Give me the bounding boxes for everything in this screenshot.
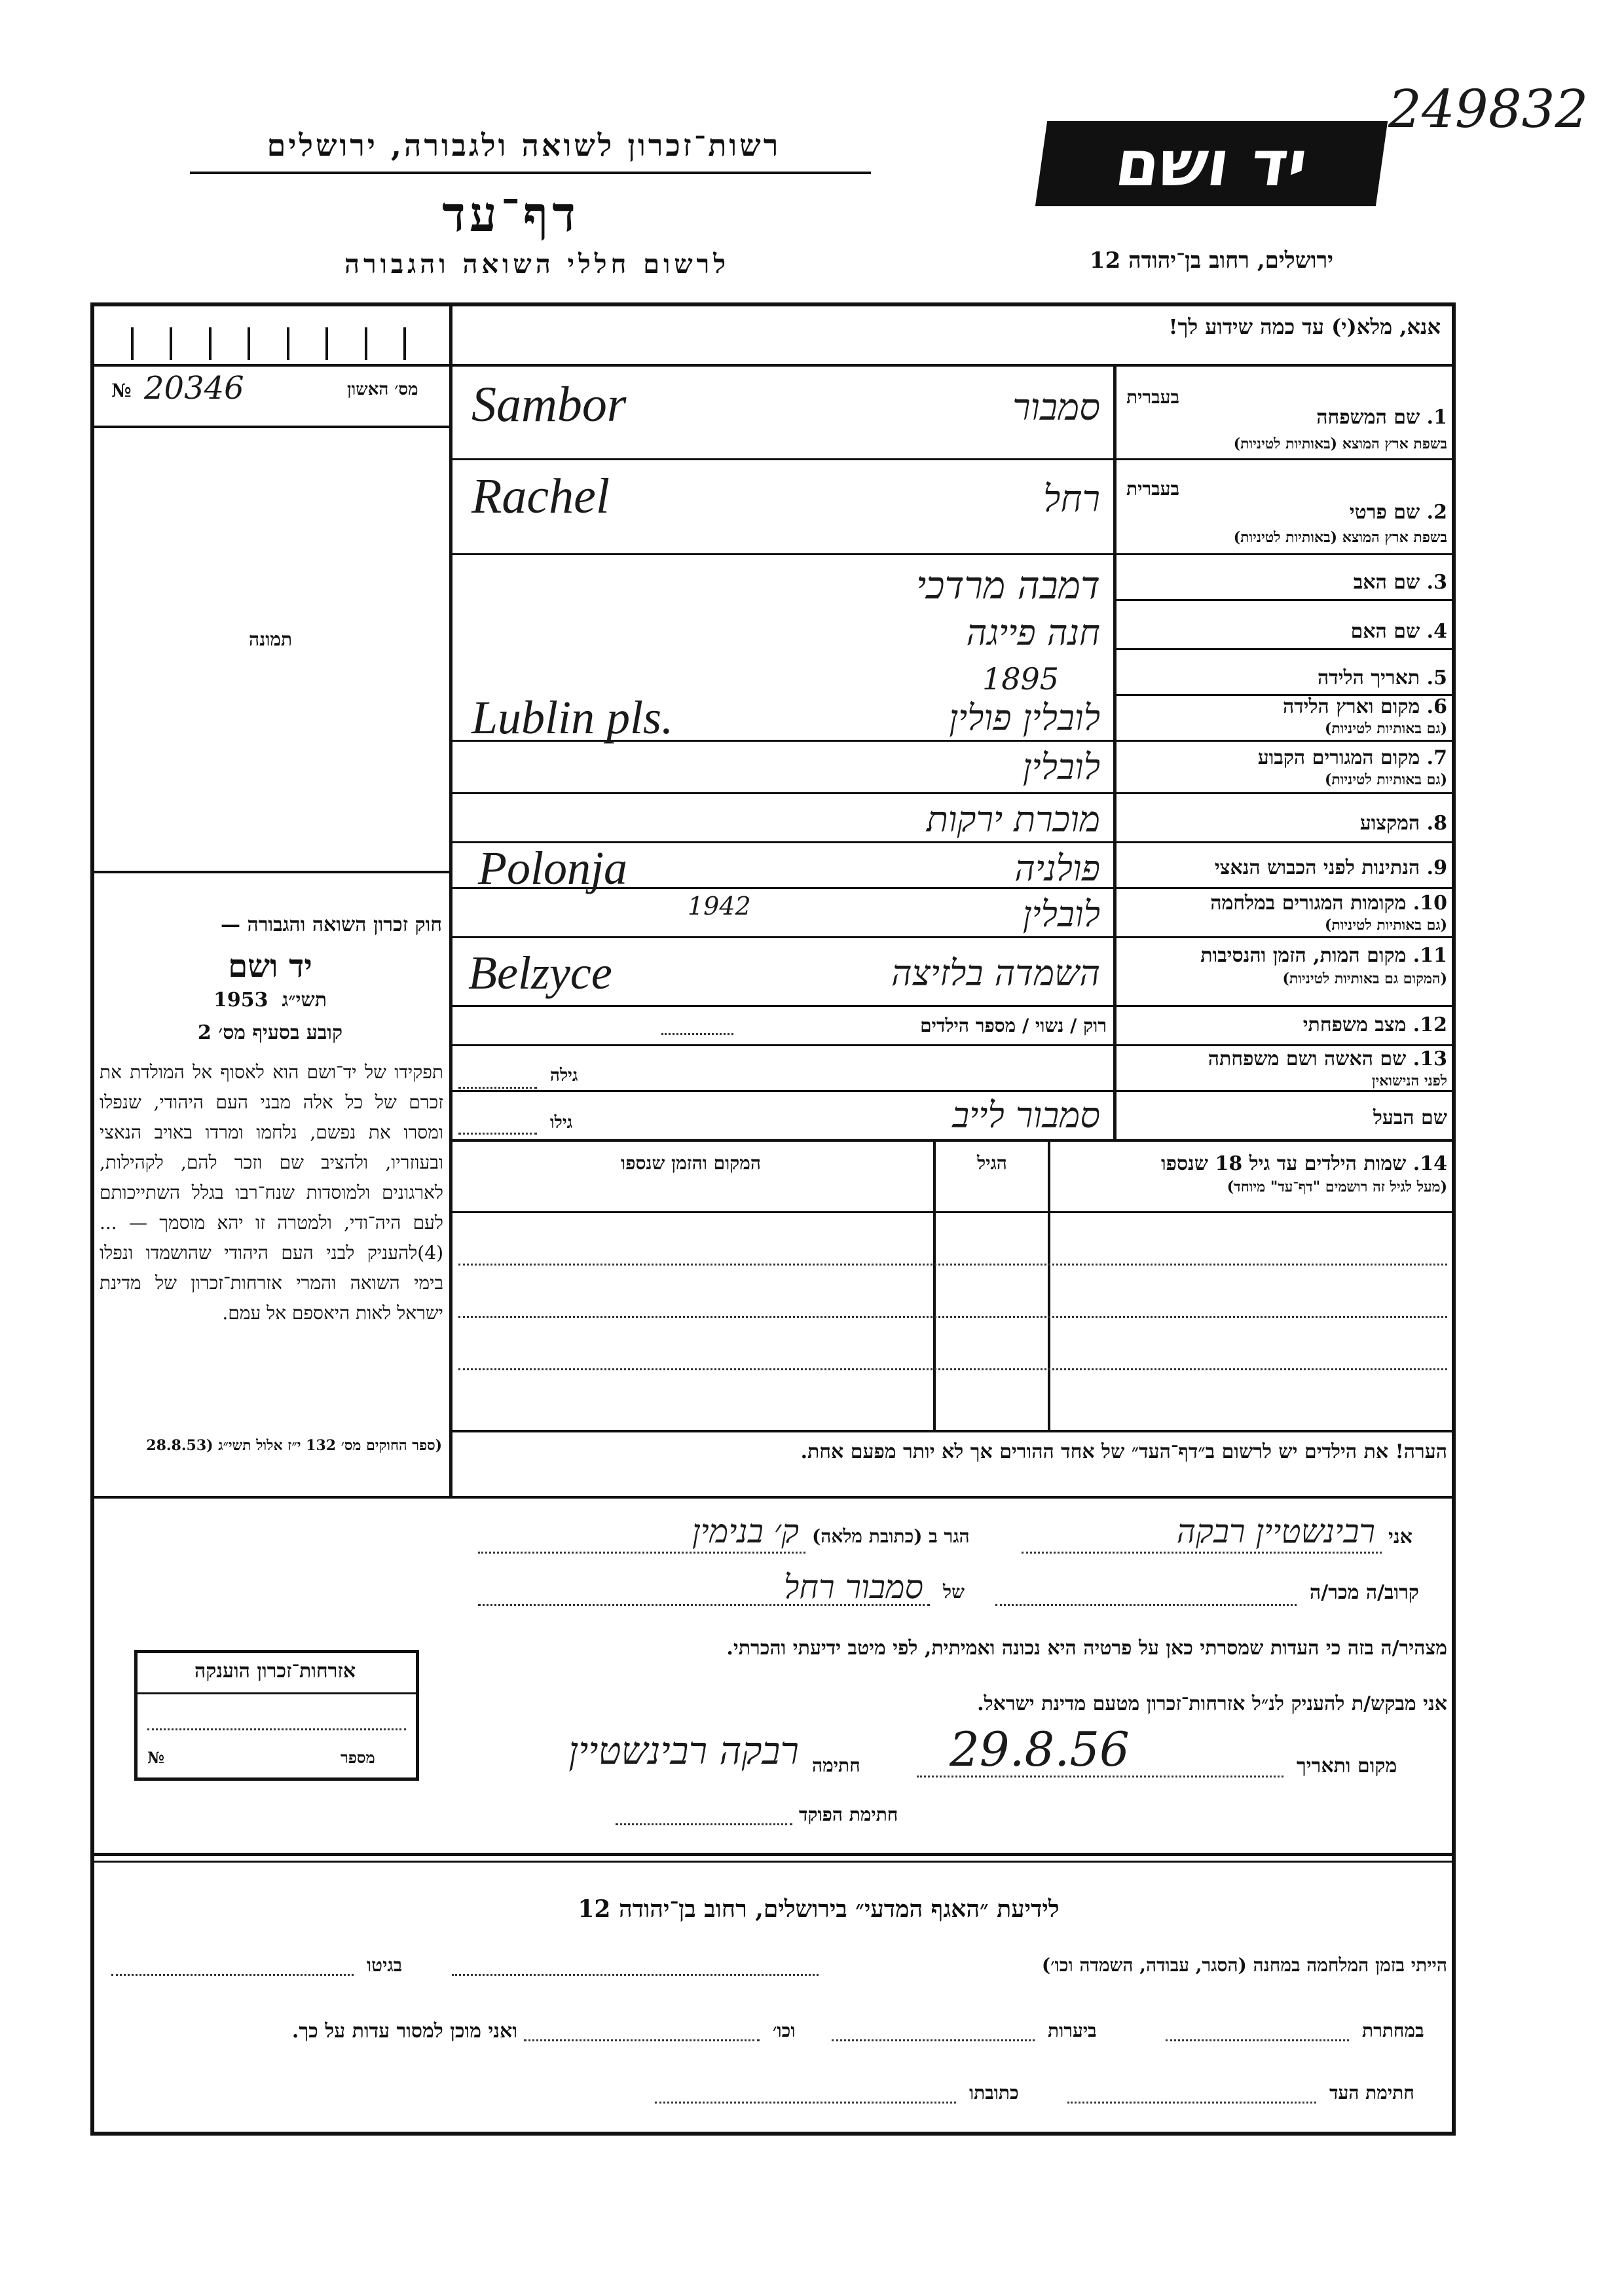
file-top-rule (90, 364, 449, 367)
footer-line2-c: וכו׳ (773, 2020, 796, 2041)
file-bottom-rule (90, 426, 449, 428)
decl-officer-line (616, 1823, 792, 1825)
row-rule-11 (449, 1005, 1456, 1007)
row-rule-4 (1113, 648, 1456, 650)
form-title: דף־עד (442, 187, 580, 243)
decl-officer-label: חתימת הפוקד (799, 1804, 898, 1825)
f2-hebrew-value: רחל (1043, 478, 1100, 520)
footer-line3-a: חתימת העד (1329, 2082, 1414, 2104)
left-column-divider (449, 302, 452, 1497)
footer-line2-b: ביערות (1048, 2020, 1097, 2041)
photo-bottom-rule (90, 871, 449, 873)
citizenship-no-symbol: № (147, 1748, 165, 1767)
f4-value: חנה פייגה (966, 612, 1100, 653)
f2-latin-value: Rachel (471, 469, 610, 524)
husband-age-label: גילו (550, 1113, 573, 1133)
decl-lives-line (478, 1552, 805, 1554)
children-row-1 (458, 1264, 1447, 1266)
decl-request: אני מבקש/ת להעניק לנ״ל אזרחות־זכרון מטעם מדינת ישראל. (977, 1692, 1447, 1715)
f13-age-label: גילה (550, 1066, 578, 1085)
f11-label: 11. מקום המות, הזמן והנסיבות (1200, 944, 1447, 967)
husband-age-line (458, 1133, 537, 1135)
decl-lives-value: ק׳ בנימין (692, 1512, 799, 1550)
law-text: תפקידו של יד־ושם הוא לאסוף אל המולדת את זכרם של כל אלה מבני העם היהודי, שנפלו ומסרו את נפשם, נלחמו ומרדו באויב הנאצי ובעוזריו, ולהציב שם וזכר להם, לקהילות, לארגונים ולמוסדות שנח־רבו בגלל השתייכותם לעם היה־ודי, ולמטרה זו יהא מוסמך — ...(4)להעניק לבני העם היהודי שהושמדו ונפלו בימי השואה והמרי אזרחות־זכרון של מדינת ישראל לאות היאספם אל עמם. (100, 1061, 443, 1324)
f1-latin-value: Sambor (471, 377, 627, 432)
children-bottom-rule (449, 1430, 1456, 1432)
f1-sub: בשפת ארץ המוצא (באותיות לטיניות) (1233, 435, 1447, 452)
footer-line2-fill-a (1166, 2039, 1349, 2041)
f10-year: 1942 (688, 892, 751, 920)
file-number-value: 20346 (144, 370, 244, 407)
footer-line3-fill-b (655, 2102, 956, 2104)
form-subtitle: לרשום חללי השואה והגבורה (344, 249, 730, 280)
children-col-place: המקום והזמן שנספו (621, 1152, 761, 1174)
children-row-2 (458, 1316, 1447, 1318)
children-row-3 (458, 1368, 1447, 1370)
f4-label: 4. שם האם (1350, 620, 1447, 643)
f1-hebrew-value: סמבור (1012, 386, 1100, 429)
f2-sub: בשפת ארץ המוצא (באותיות לטיניות) (1233, 529, 1447, 546)
law-title: חוק זכרון השואה והגבורה — (221, 913, 442, 936)
f12-options: רוק / נשוי / מספר הילדים (920, 1015, 1107, 1036)
f10-label: 10. מקומות המגורים במלחמה (1210, 892, 1447, 915)
footer-line2-fill-b (832, 2039, 1035, 2041)
file-number-label: מס׳ האשון (347, 380, 418, 399)
row-rule-2 (449, 553, 1456, 555)
law-year-hebrew: תשי״ג (282, 989, 327, 1011)
f12-label: 12. מצב משפחתי (1302, 1013, 1447, 1036)
footer-line1-fill (452, 1974, 819, 1976)
f7-value: לובלין (1022, 746, 1100, 788)
f9-hebrew-value: פולניה (1014, 848, 1100, 889)
file-tick-marks (131, 327, 406, 360)
address: ירושלים, רחוב בן־יהודה 12 (1089, 247, 1334, 274)
row-rule-14 (449, 1139, 1456, 1142)
f9-latin-value: Polonja (478, 842, 627, 894)
f3-value: דמבה מרדכי (915, 563, 1100, 608)
footer-line3-b: כתובתו (969, 2082, 1019, 2104)
intro-rule (449, 364, 1456, 367)
f1-label: 1. שם המשפחה (1316, 406, 1447, 429)
f3-label: 3. שם האב (1353, 571, 1447, 594)
decl-signature-label: חתימה (812, 1755, 860, 1776)
footer-line3-fill-a (1067, 2102, 1316, 2104)
decl-i-value: רבינשטיין רבקה (1176, 1512, 1375, 1550)
citizenship-rule (134, 1692, 419, 1694)
f12-children-count-line (661, 1033, 733, 1035)
decl-relative-label: קרוב/ה מכר/ה (1310, 1581, 1419, 1604)
footer-line1-b: בגיטו (367, 1954, 403, 1976)
children-label: 14. שמות הילדים עד גיל 18 שנספו (1160, 1152, 1447, 1175)
footer-line2-d: ואני מוכן למסור עדות על כך. (291, 2020, 517, 2043)
f6-latin-value: Lublin pls. (471, 691, 674, 744)
row-rule-13 (449, 1090, 1456, 1092)
f8-value: מוכרת ירקות (926, 799, 1100, 840)
f11-sub: (המקום גם באותיות לטיניות) (1282, 970, 1447, 987)
husband-label: שם הבעל (1373, 1106, 1447, 1129)
f2-hebrew-tag: בעברית (1126, 478, 1180, 500)
f6-hebrew-value: לובלין פולין (949, 697, 1100, 738)
f7-label: 7. מקום המגורים הקבוע (1257, 746, 1447, 769)
footer-line1-end (111, 1974, 354, 1976)
header-rule (190, 172, 871, 174)
row-rule-1 (449, 458, 1456, 460)
law-year: 1953 (213, 989, 268, 1011)
f9-label: 9. הנתינות לפני הכבוש הנאצי (1214, 856, 1447, 879)
f13-age-line (458, 1087, 537, 1089)
f5-label: 5. תאריך הלידה (1318, 666, 1447, 689)
decl-of-line (478, 1604, 930, 1606)
note-text: הערה! את הילדים יש לרשום ב״דף־העד״ של אחד ההורים אך לא יותר מפעם אחת. (800, 1440, 1447, 1463)
f8-label: 8. המקצוע (1359, 812, 1447, 835)
yad-vashem-logo: יד ושם (1035, 121, 1388, 206)
f6-label: 6. מקום וארץ הלידה (1282, 695, 1447, 718)
law-source: (ספר החוקים מס׳ 132 י״ז אלול תשי״ג (28.8.53 (146, 1437, 442, 1454)
husband-value: סמבור לייב (952, 1095, 1100, 1136)
decl-date-value: 29.8.56 (950, 1722, 1130, 1777)
f11-latin-value: Belzyce (468, 947, 612, 999)
photo-label: תמונה (249, 629, 293, 650)
decl-relative-line (995, 1604, 1297, 1606)
footer-title: לידיעת ״האגף המדעי״ בירושלים, רחוב בן־יהודה 12 (578, 1895, 1060, 1923)
f10-sub: (גם באותיות לטיניות) (1324, 917, 1447, 934)
decl-i-label: אני (1388, 1525, 1412, 1548)
row-rule-3 (1113, 599, 1456, 601)
f7-sub: (גם באותיות לטיניות) (1324, 771, 1447, 788)
citizenship-number-label: מספר (341, 1748, 375, 1767)
law-name: יד ושם (228, 948, 312, 985)
f1-hebrew-tag: בעברית (1126, 386, 1180, 408)
law-clause: קובע בסעיף מס׳ 2 (197, 1021, 343, 1044)
authority-title: רשות־זכרון לשואה ולגבורה, ירושלים (267, 128, 781, 163)
decl-place-date-label: מקום ותאריך (1297, 1755, 1397, 1777)
f6-sub: (גם באותיות לטיניות) (1324, 720, 1447, 737)
note-bottom-rule (90, 1496, 1456, 1499)
intro-text: אנא, מלא(י) עד כמה שידוע לך! (1168, 314, 1441, 339)
citizenship-title: אזרחות־זכרון הוענקה (194, 1660, 356, 1683)
decl-lives-label: הגר ב (כתובת מלאה) (812, 1525, 970, 1547)
footer-line2-fill-c (524, 2039, 760, 2041)
archive-number: 249832 (1388, 79, 1589, 139)
f13-sub: לפני הנישואין (1371, 1072, 1447, 1089)
children-rule-1 (449, 1211, 1456, 1213)
row-rule-12 (449, 1044, 1456, 1046)
decl-i-line (1022, 1552, 1382, 1554)
decl-signature-value: רבקה רבינשטיין (568, 1728, 799, 1773)
decl-date-line (917, 1776, 1283, 1777)
row-rule-7 (449, 792, 1456, 794)
children-sub: (מעל לגיל זה רושמים "דף־עד" מיוחד) (1227, 1178, 1447, 1195)
citizenship-line (147, 1728, 406, 1730)
law-year-row (98, 989, 442, 1011)
f13-label: 13. שם האשה ושם משפחתה (1208, 1048, 1447, 1070)
children-col-age: הגיל (977, 1152, 1007, 1174)
f11-hebrew-value: השמדה בלזיצה (891, 953, 1100, 994)
children-col-divider-1 (1048, 1142, 1050, 1430)
footer-rule-1 (90, 1853, 1456, 1856)
decl-statement: מצהיר/ה בזה כי העדות שמסרתי כאן על פרטיה היא נכונה ואמיתית, לפי מיטב ידיעתי והכרתי. (726, 1637, 1447, 1660)
decl-of-value: סמבור רחל (784, 1568, 923, 1606)
decl-of-label: של (943, 1581, 965, 1603)
footer-line2-a: במחתרת (1362, 2020, 1424, 2041)
file-no-symbol: № (111, 380, 132, 401)
f2-label: 2. שם פרטי (1349, 501, 1447, 524)
children-col-divider-2 (933, 1142, 936, 1430)
footer-rule-2 (90, 1861, 1456, 1863)
f5-value: 1895 (982, 661, 1060, 697)
row-rule-10 (449, 936, 1456, 938)
f10-value: לובלין (1022, 894, 1100, 935)
footer-line1-a: הייתי בזמן המלחמה במחנה (הסגר, עבודה, השמדה וכו׳) (1041, 1954, 1447, 1976)
